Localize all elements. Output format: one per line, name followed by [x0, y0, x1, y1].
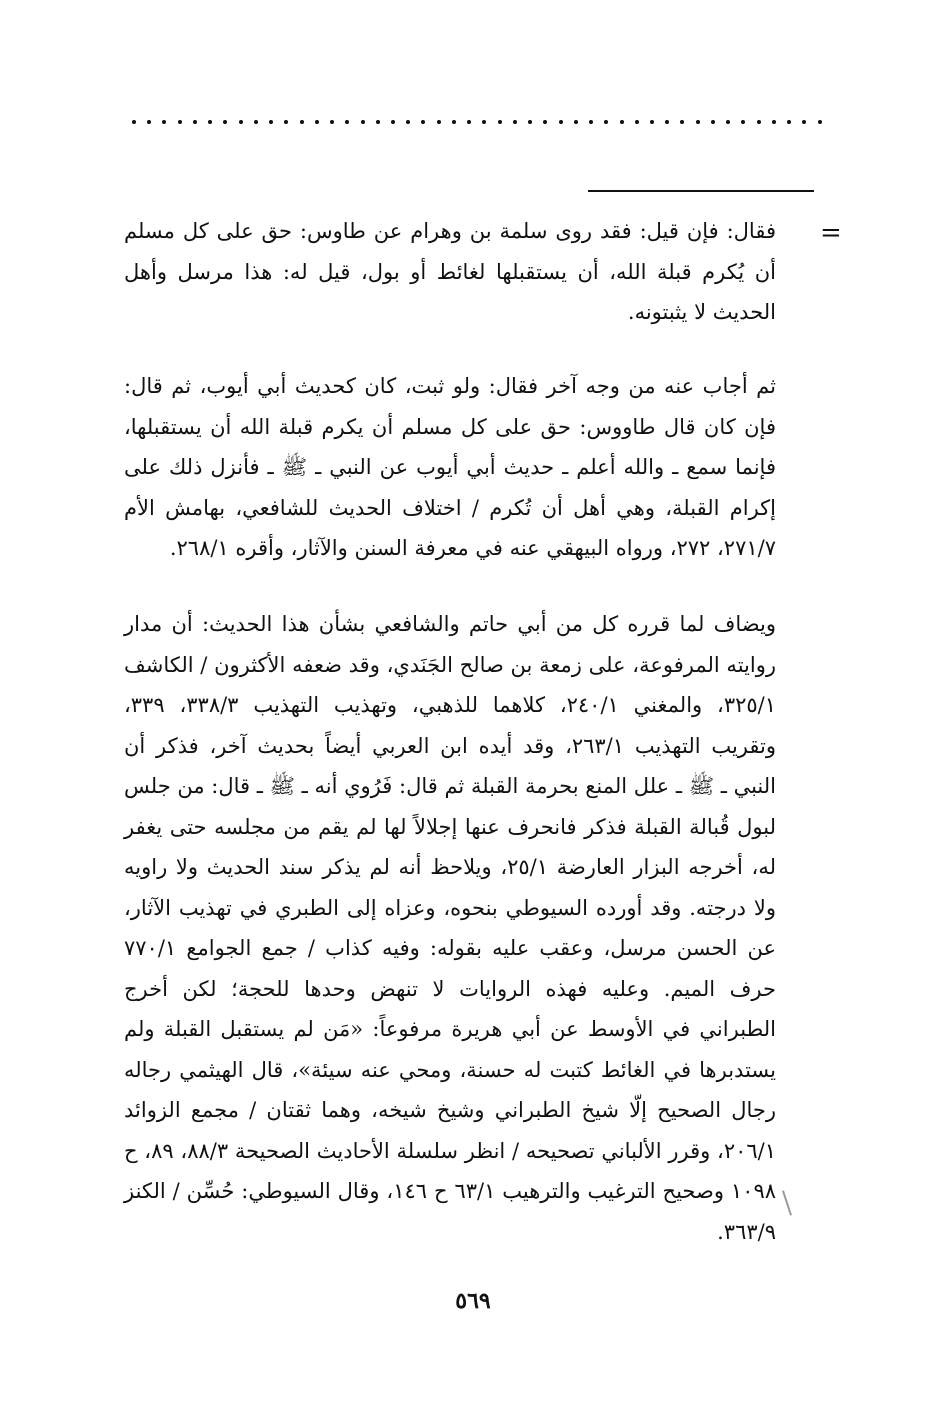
separator-dot	[467, 120, 471, 124]
separator-dot	[239, 120, 243, 124]
separator-dot	[284, 120, 288, 124]
separator-dot	[391, 120, 395, 124]
separator-dot	[680, 120, 684, 124]
separator-dot	[452, 120, 456, 124]
separator-dot	[147, 120, 151, 124]
separator-dot	[208, 120, 212, 124]
page-number: ٥٦٩	[455, 1288, 491, 1314]
separator-dot	[254, 120, 258, 124]
separator-dot	[315, 120, 319, 124]
separator-dot	[345, 120, 349, 124]
separator-dot	[498, 120, 502, 124]
separator-dot	[787, 120, 791, 124]
separator-dot	[802, 120, 806, 124]
separator-dot	[650, 120, 654, 124]
footnote-rule	[588, 190, 814, 192]
footnote-paragraph-2: ثم أجاب عنه من وجه آخر فقال: ولو ثبت، كان كحديث أبي أيوب، ثم قال: فإن كان قال طاووس: حق على كل مسلم أن يكرم قبلة الله أن يستقبلها، فإنما سمع ـ والله أعلم ـ حديث أبي أيوب عن النبي ـ ﷺ ـ فأنزل ذلك على إكرام القبلة، وهي أهل أن تُكرم / اختلاف الحديث للشافعي، بهامش الأم ٢٧١/٧، ٢٧٢، ورواه البيهقي عنه في معرفة السنن والآثار، وأقره ٢٦٨/١.	[124, 374, 776, 560]
separator-dot	[818, 120, 822, 124]
separator-dot	[376, 120, 380, 124]
separator-dot	[361, 120, 365, 124]
separator-dot	[223, 120, 227, 124]
separator-dot	[757, 120, 761, 124]
separator-dot	[330, 120, 334, 124]
separator-dot	[269, 120, 273, 124]
separator-dot	[574, 120, 578, 124]
separator-dot	[559, 120, 563, 124]
continuation-mark: =	[820, 218, 842, 248]
separator-dot	[589, 120, 593, 124]
separator-dot	[437, 120, 441, 124]
separator-dot	[162, 120, 166, 124]
separator-dot	[300, 120, 304, 124]
separator-dot	[726, 120, 730, 124]
separator-dot	[132, 120, 136, 124]
footnote-paragraph-3: ويضاف لما قرره كل من أبي حاتم والشافعي بشأن هذا الحديث: أن مدار روايته المرفوعة، على زمعة بن صالح الجَنَدي، وقد ضعفه الأكثرون / الكاشف ٣٢٥/١، والمغني ٢٤٠/١، كلاهما للذهبي، وتهذيب التهذيب ٣٣٨/٣، ٣٣٩، وتقريب التهذيب ٢٦٣/١، وقد أيده ابن العربي أيضاً بحديث آخر، فذكر أن النبي ـ ﷺ ـ علل المنع بحرمة القبلة ثم قال: فَرُوي أنه ـ ﷺ ـ قال: من جلس لبول قُبالة القبلة فذكر فانحرف عنها إجلالاً لها لم يقم من مجلسه حتى يغفر له، أخرجه البزار العارضة ٢٥/١، ويلاحظ أنه لم يذكر سند الحديث ولا راويه ولا درجته. وقد أورده السيوطي بنحوه، وعزاه إلى الطبري في تهذيب الآثار، عن الحسن مرسل، وعقب عليه بقوله: وفيه كذاب / جمع الجوامع ٧٧٠/١ حرف الميم. وعليه فهذه الروايات لا تنهض وحدها للحجة؛ لكن أخرج الطبراني في الأوسط عن أبي هريرة مرفوعاً: «مَن لم يستقبل القبلة ولم يستدبرها في الغائط كتبت له حسنة، ومحي عنه سيئة»، قال الهيثمي رجاله رجال الصحيح إلّا شيخ الطبراني وشيخ شيخه، وهما ثقتان / مجمع الزوائد ٢٠٦/١، وقرر الألباني تصحيحه / انظر سلسلة الأحاديث الصحيحة ٨٨/٣، ٨٩، ح ١٠٩٨ وصحيح الترغيب والترهيب ٦٣/١ ح ١٤٦، وقال السيوطي: حُسِّن / الكنز ٣٦٣/٩.	[124, 612, 777, 1244]
separator-dot	[543, 120, 547, 124]
separator-dot	[772, 120, 776, 124]
separator-dot	[482, 120, 486, 124]
footnote-paragraph-1: فقال: فإن قيل: فقد روى سلمة بن وهرام عن طاوس: حق على كل مسلم أن يُكرم قبلة الله، أن يستقبلها لغائط أو بول، قيل له: هذا مرسل وأهل الحديث لا يثبتونه.	[124, 219, 776, 324]
dotted-separator	[132, 112, 822, 132]
separator-dot	[513, 120, 517, 124]
separator-dot	[620, 120, 624, 124]
separator-dot	[741, 120, 745, 124]
separator-dot	[528, 120, 532, 124]
separator-dot	[406, 120, 410, 124]
separator-dot	[696, 120, 700, 124]
separator-dot	[193, 120, 197, 124]
scan-mark	[782, 1190, 792, 1215]
separator-dot	[711, 120, 715, 124]
separator-dot	[665, 120, 669, 124]
separator-dot	[178, 120, 182, 124]
separator-dot	[635, 120, 639, 124]
separator-dot	[604, 120, 608, 124]
separator-dot	[421, 120, 425, 124]
